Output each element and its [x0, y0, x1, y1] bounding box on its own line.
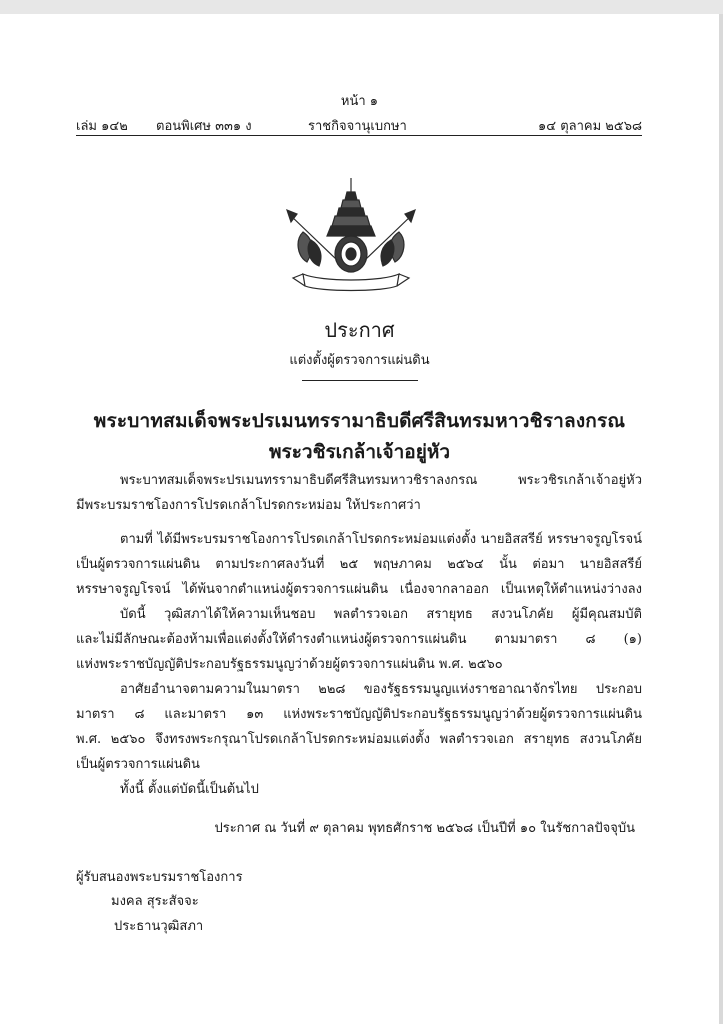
header-divider — [76, 135, 642, 136]
window-top-strip — [0, 0, 723, 14]
issue-label: ตอนพิเศษ ๓๓๑ ง — [156, 119, 252, 134]
publish-date: ๑๔ ตุลาคม ๒๕๖๘ — [537, 119, 642, 134]
title-divider — [302, 380, 418, 381]
body-line: ตามที่ ได้มีพระบรมราชโองการโปรดเกล้าโปรดกระหม่อมแต่งตั้ง นายอิสสรีย์ หรรษาจรูญโรจน์ — [120, 532, 642, 547]
king-title-line-2: พระวชิรเกล้าเจ้าอยู่หัว — [268, 441, 451, 463]
proclamation-date: ประกาศ ณ วันที่ ๙ ตุลาคม พุทธศักราช ๒๕๖๘ เป็นปีที่ ๑๐ ในรัชกาลปัจจุบัน — [214, 821, 635, 836]
page-number: หน้า ๑ — [340, 94, 379, 109]
body-line: มาตรา ๘ และมาตรา ๑๓ แห่งพระราชบัญญัติประกอบรัฐธรรมนูญว่าด้วยผู้ตรวจการแผ่นดิน — [76, 707, 642, 722]
countersign-label: ผู้รับสนองพระบรมราชโองการ — [76, 870, 243, 885]
body-line: และไม่มีลักษณะต้องห้ามเพื่อแต่งตั้งให้ดำรงตำแหน่งผู้ตรวจการแผ่นดิน ตามมาตรา ๘ (๑) — [76, 632, 642, 647]
page-edge — [719, 14, 723, 1024]
volume-label: เล่ม ๑๔๒ — [76, 119, 128, 134]
announcement-title: ประกาศ — [324, 318, 395, 342]
royal-emblem-icon — [281, 174, 421, 296]
body-line: แห่งพระราชบัญญัติประกอบรัฐธรรมนูญว่าด้วยผู้ตรวจการแผ่นดิน พ.ศ. ๒๕๖๐ — [76, 657, 503, 672]
body-line: ทั้งนี้ ตั้งแต่บัดนี้เป็นต้นไป — [120, 782, 259, 797]
gazette-name: ราชกิจจานุเบกษา — [308, 119, 407, 134]
body-line: เป็นผู้ตรวจการแผ่นดิน ตามประกาศลงวันที่ ๒๕ พฤษภาคม ๒๕๖๔ นั้น ต่อมา นายอิสสรีย์ — [76, 557, 642, 572]
body-line: บัดนี้ วุฒิสภาได้ให้ความเห็นชอบ พลตำรวจเอก สรายุทธ สงวนโภคัย ผู้มีคุณสมบัติ — [120, 607, 642, 622]
body-line: เป็นผู้ตรวจการแผ่นดิน — [76, 757, 200, 772]
body-line: มีพระบรมราชโองการโปรดเกล้าโปรดกระหม่อม ให้ประกาศว่า — [76, 498, 421, 513]
countersigner-position: ประธานวุฒิสภา — [114, 919, 204, 934]
body-line: พระบาทสมเด็จพระปรเมนทรรามาธิบดีศรีสินทรมหาวชิราลงกรณ พระวชิรเกล้าเจ้าอยู่หัว — [120, 473, 642, 488]
gazette-header — [76, 115, 642, 133]
body-line: อาศัยอำนาจตามความในมาตรา ๒๒๘ ของรัฐธรรมนูญแห่งราชอาณาจักรไทย ประกอบ — [120, 682, 642, 697]
body-line: หรรษาจรูญโรจน์ ได้พ้นจากตำแหน่งผู้ตรวจการแผ่นดิน เนื่องจากลาออก เป็นเหตุให้ตำแหน่งว่างลง — [76, 582, 642, 597]
countersigner-name: มงคล สุระสัจจะ — [111, 894, 199, 909]
king-title-line-1: พระบาทสมเด็จพระปรเมนทรรามาธิบดีศรีสินทรมหาวชิราลงกรณ — [93, 410, 626, 432]
body-line: พ.ศ. ๒๕๖๐ จึงทรงพระกรุณาโปรดเกล้าโปรดกระหม่อมแต่งตั้ง พลตำรวจเอก สรายุทธ สงวนโภคัย — [76, 732, 642, 747]
gazette-page — [0, 14, 719, 1024]
announcement-subtitle: แต่งตั้งผู้ตรวจการแผ่นดิน — [289, 353, 430, 368]
